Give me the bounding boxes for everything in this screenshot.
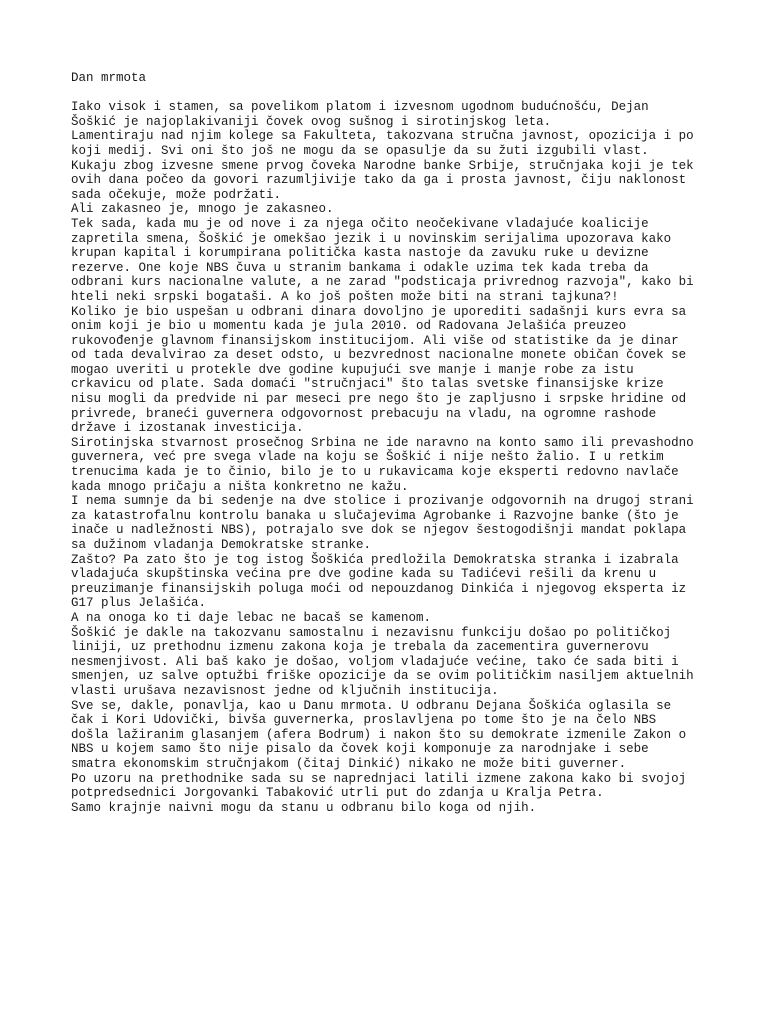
text-line: države i izostanak investicija. (71, 421, 304, 436)
text-line: A na onoga ko ti daje lebac ne bacaš se kamenom. (71, 610, 432, 625)
text-line: privrede, braneći guvernera odgovornost prebacuju na vladu, na ogromne rashode (71, 406, 657, 421)
text-line: nisu mogli da predvide ni par meseci pre nego što je zapljusno i srpske hridine od (71, 392, 687, 407)
text-line: onim koji je bio u momentu kada je jula 2010. od Radovana Jelašića preuzeo (71, 319, 627, 334)
text-line: sa dužinom vladanja Demokratske stranke. (71, 538, 372, 552)
text-line: NBS u kojem samo što nije pisalo da čovek koji komponuje za narodnjake i sebe (71, 742, 649, 757)
text-line: liniji, uz prethodnu izmenu zakona koja je trebala da zacementira guvernerovu (71, 640, 649, 655)
text-line: smenjen, uz salve optužbi friške opozicije da se ovim političkim nasiljem aktuelnih (71, 669, 694, 684)
text-line: krupan kapital i korumpirana politička kasta nastoje da zavuku ruke u devizne (71, 246, 649, 261)
text-line: sada očekuje, može podržati. (71, 187, 282, 202)
document-body (71, 100, 711, 815)
text-line: kada mnogo pričaju a ništa konkretno ne kažu. (71, 479, 409, 494)
text-line: Kukaju zbog izvesne smene prvog čoveka Narodne banke Srbije, stručnjaka koji je tek (71, 158, 694, 173)
text-line: nesmenjivost. Ali baš kako je došao, voljom vladajuće većine, tako će sada biti i (71, 654, 679, 669)
text-line: hteli neki srpski bogataši. A ko još pošten može biti na strani tajkuna?! (71, 289, 619, 304)
document-title: Dan mrmota (71, 71, 147, 85)
text-line: rezerve. One koje NBS čuva u stranim bankama i odakle uzima tek kada treba da (71, 260, 649, 275)
text-line: čak i Kori Udovički, bivša guvernerka, proslavljena po tome što je na čelo NBS (71, 713, 657, 728)
text-line: inače u nadležnosti NBS), potrajalo sve dok se njegov šestogodišnji mandat poklapa (71, 523, 687, 538)
text-line: mogao uveriti u protekle dve godine kupujući sve manje i manje robe za istu (71, 362, 634, 377)
text-line: Sve se, dakle, ponavlja, kao u Danu mrmota. U odbranu Dejana Šoškića oglasila se (71, 698, 672, 713)
text-line: Šoškić je dakle na takozvanu samostalnu i nezavisnu funkciju došao po političkoj (71, 625, 672, 640)
text-line: Samo krajnje naivni mogu da stanu u odbranu bilo koga od njih. (71, 800, 537, 815)
text-line: crkavicu od plate. Sada domaći "stručnjaci" što talas svetske finansijske krize (71, 377, 664, 392)
text-line: guvernera, već pre svega vlade na koju se Šoškić i nije nešto žalio. I u retkim (71, 450, 664, 465)
text-line: od tada devalvirao za deset odsto, u bezvrednost nacionalne monete običan čovek se (71, 348, 687, 363)
text-line: zapretila smena, Šoškić je omekšao jezik i u novinskim serijalima upozorava kako (71, 231, 672, 246)
document-page (71, 71, 711, 815)
text-line: došla lažiranim glasanjem (afera Bodrum) i nakon što su demokrate izmenile Zakon o (71, 727, 687, 742)
text-line: Ali zakasneo je, mnogo je zakasneo. (71, 202, 334, 217)
text-line: I nema sumnje da bi sedenje na dve stolice i prozivanje odgovornih na drugoj strani (71, 494, 694, 509)
text-line: odbrani kurs nacionalne valute, a ne zarad "podsticaja privrednog razvoja", kako bi (71, 275, 694, 290)
text-line: Iako visok i stamen, sa povelikom platom i izvesnom ugodnom budućnošću, Dejan (71, 100, 649, 115)
text-line: Lamentiraju nad njim kolege sa Fakulteta, takozvana stručna javnost, opozicija i po (71, 129, 694, 144)
text-line: Tek sada, kada mu je od nove i za njega očito neočekivane vladajuće koalicije (71, 216, 649, 231)
text-line: preuzimanje finansijskih poluga moći od nepouzdanog Dinkića i njegovog eksperta iz (71, 581, 687, 596)
text-line: G17 plus Jelašića. (71, 596, 207, 611)
text-line: Koliko je bio uspešan u odbrani dinara dovoljno je uporediti sadašnji kurs evra sa (71, 304, 687, 319)
text-line: Po uzoru na prethodnike sada su se naprednjaci latili izmene zakona kako bi svojoj (71, 771, 687, 786)
text-line: vladajuća skupštinska većina pre dve godine kada su Tadićevi rešili da krenu u (71, 567, 657, 582)
text-line: Sirotinjska stvarnost prosečnog Srbina ne ide naravno na konto samo ili prevashodno (71, 435, 694, 450)
text-line: rukovođenje glavnom finansijskom institucijom. Ali više od statistike da je dinar (71, 333, 679, 348)
text-line: trenucima kada je to činio, bilo je to u rukavicama koje eksperti redovno navlače (71, 465, 679, 480)
text-line: za katastrofalnu kontrolu banaka u slučajevima Agrobanke i Razvojne banke (što je (71, 508, 679, 523)
text-line: smatra ekonomskim stručnjakom (čitaj Dinkić) nikako ne može biti guverner. (71, 756, 627, 771)
text-line: ovih dana počeo da govori razumljivije tako da ga i prosta javnost, čiju naklonost (71, 173, 687, 188)
text-line: koji medij. Svi oni što još ne mogu da se opasulje da su žuti izgubili vlast. (71, 143, 649, 158)
text-line: vlasti urušava nezavisnost jedne od ključnih institucija. (71, 683, 499, 698)
text-line: potpredsednici Jorgovanki Tabaković utrli put do zdanja u Kralja Petra. (71, 786, 604, 801)
text-line: Šoškić je najoplakivaniji čovek ovog sušnog i sirotinjskog leta. (71, 114, 552, 129)
text-line: Zašto? Pa zato što je tog istog Šoškića predložila Demokratska stranka i izabrala (71, 552, 679, 567)
